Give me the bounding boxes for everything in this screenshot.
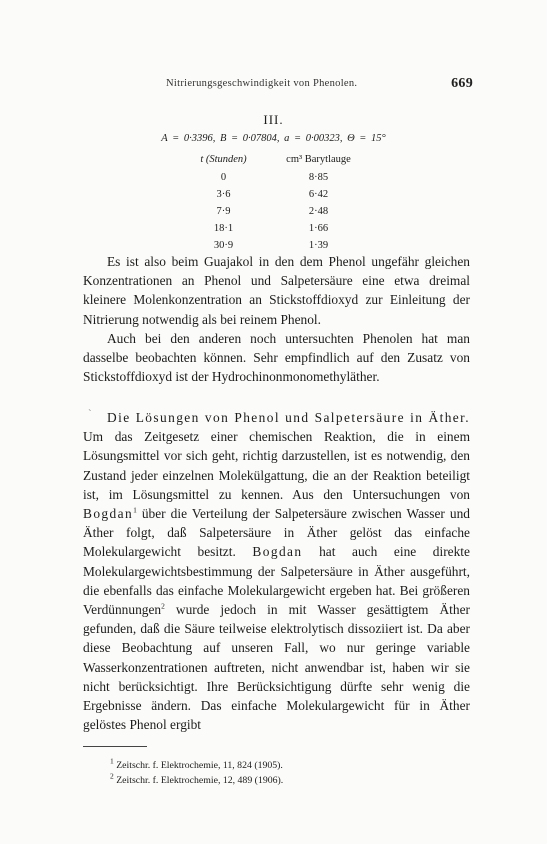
paragraph: Auch bei den anderen noch untersuchten Phenolen hat man dasselbe beobachten können. Sehr empfindlich auf den Zusatz von Stickstoffdioxyd ist der Hydrochinonmonomethyläther. (83, 330, 470, 385)
footnote (110, 758, 470, 773)
table-cell: 7·9 (216, 206, 231, 217)
footnote (110, 773, 470, 788)
footnote-ref: 2 (161, 601, 165, 611)
stray-mark: ˋ (88, 408, 92, 420)
footnote-divider (83, 746, 147, 747)
footnote-ref: 1 (133, 505, 137, 515)
author-name: Bogdan (252, 544, 303, 560)
table-parameters: A = 0·3396, B = 0·07804, a = 0·00323, Θ = 15° (161, 133, 386, 144)
table-cell: 8·85 (308, 172, 329, 183)
table-cell: 6·42 (308, 189, 329, 200)
table-row (176, 203, 366, 220)
text-run: wurde jedoch in mit Wasser gesättigtem Äther gefunden, daß die Säure teilweise elektrolytisch dissoziiert ist. Da aber diese Beobachtung auf unseren Fall, wo nur geringe variable Wasserkonzentrationen auftreten, nicht anwendbar ist, haben wir sie nicht berücksichtigt. Ihre Berücksichtigung dürfte sehr wenig die Ergebnisse ändern. Das einfache Molekulargewicht für in Äther gelöstes Phenol ergibt (83, 602, 470, 733)
author-name: Bogdan (83, 506, 134, 522)
footnote-mark: 2 (110, 771, 114, 781)
paragraph: Es ist also beim Guajakol in den dem Phenol ungefähr gleichen Konzentrationen an Phenol und Salpetersäure eine etwa dreimal kleinere Molenkonzentration an Stickstoffdioxyd zur Einleitung der Nitrierung notwendig als bei reinem Phenol. (83, 254, 470, 327)
table-cell: 30·9 (213, 240, 234, 251)
table-header-row (176, 152, 366, 169)
table-row (176, 186, 366, 203)
table-cell: 3·6 (216, 189, 231, 200)
table-cell: 18·1 (213, 223, 234, 234)
paragraph-block-guajakol (83, 252, 470, 386)
text-run: über die Verteilung der Salpetersäure zwischen Wasser und Äther folgt, daß Salpetersäure in Äther gelöst das einfache Molekulargewicht besitzt. (83, 506, 470, 560)
table-number: III. (263, 112, 284, 127)
table-row (176, 169, 366, 186)
column-header-barytlauge: cm³ Barytlauge (286, 153, 351, 165)
paragraph (83, 408, 470, 734)
paragraph-block-ether-solutions (83, 408, 470, 734)
table-cell: 1·39 (308, 240, 329, 251)
section-heading: Die Lösungen von Phenol und Salpetersäure in Äther. (107, 410, 470, 425)
text-run: Um das Zeitgesetz einer chemischen Reaktion, die in einem Lösungsmittel vor sich geht, richtig darzustellen, ist es notwendig, den Zustand jeder einzelnen Molekülgattung, die an der Reaktion beteiligt ist, im Lösungsmittel zu kennen. Aus den Untersuchungen von (83, 429, 470, 502)
footnote-mark: 1 (110, 756, 114, 766)
running-title: Nitrierungsgeschwindigkeit von Phenolen. (166, 78, 358, 89)
footnotes (110, 758, 470, 788)
table-cell: 0 (220, 172, 227, 183)
table-cell: 1·66 (308, 223, 329, 234)
data-table (176, 152, 366, 254)
footnote-text: Zeitschr. f. Elektrochemie, 11, 824 (1905). (116, 760, 283, 771)
table-row (176, 220, 366, 237)
text-run: hat auch eine direkte Molekulargewichtsbestimmung der Salpetersäure in Äther ausgeführt, die ebenfalls das einfache Molekulargewicht ergeben hat. Bei größeren Verdünnungen (83, 544, 470, 618)
page-number: 669 (451, 76, 473, 91)
column-header-time: t (Stunden) (200, 153, 247, 165)
table-cell: 2·48 (308, 206, 329, 217)
footnote-text: Zeitschr. f. Elektrochemie, 12, 489 (1906). (116, 775, 284, 786)
running-head (110, 76, 473, 92)
